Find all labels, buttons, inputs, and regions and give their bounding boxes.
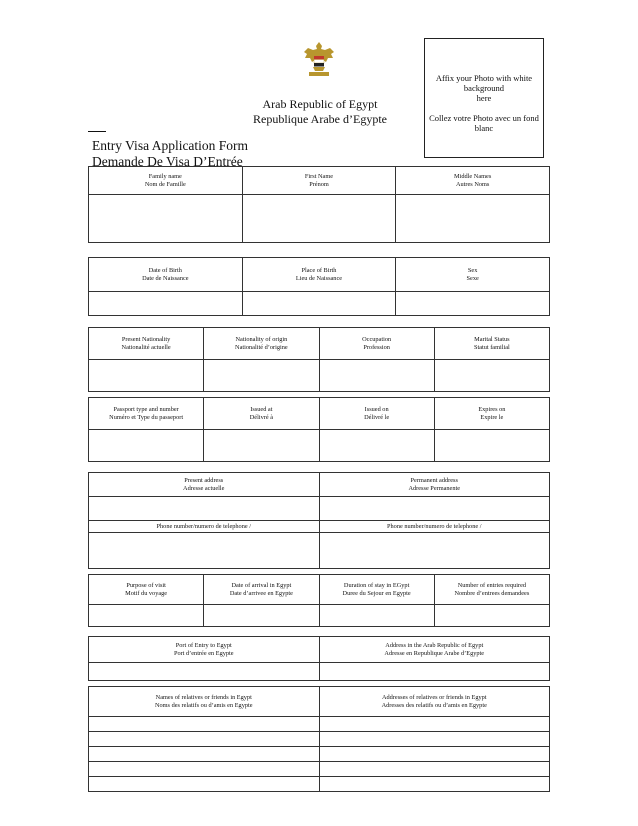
number-of-entries-label: Number of entries required Nombre d’entrees demandees [434,575,549,605]
port-table [88,636,550,681]
form-title-fr: Demande De Visa D’Entrée [92,154,243,169]
relatives-addresses-label: Addresses of relatives or friends in Egypt Adresses des relatifs ou d’amis en Egypte [319,687,550,717]
family-name-label: Family name Nom de Famille [89,167,243,195]
phone-right-label: Phone number/numero de telephone / [319,521,550,533]
phone-left-label: Phone number/numero de telephone / [89,521,320,533]
photo-instruction-fr: Collez votre Photo avec un fond blanc [429,113,539,133]
address-in-egypt-field[interactable] [319,663,550,681]
marital-status-field[interactable] [434,360,549,392]
present-nationality-label: Present Nationality Nationalité actuelle [89,328,204,360]
place-of-birth-label: Place of Birth Lieu de Naissance [242,258,396,292]
title-rule [88,131,106,132]
permanent-address-field[interactable] [319,497,550,521]
present-address-field[interactable] [89,497,320,521]
country-name-fr: Republique Arabe d’Egypte [253,112,387,126]
photo-instruction-en: Affix your Photo with white background [435,73,533,93]
relatives-names-label: Names of relatives or friends in Egypt Noms des relatifs ou d’amis en Egypte [89,687,320,717]
country-name-en: Arab Republic of Egypt [262,97,378,111]
date-of-arrival-field[interactable] [204,605,319,627]
issued-on-field[interactable] [319,430,434,462]
occupation-label: Occupation Profession [319,328,434,360]
sex-field[interactable] [396,292,550,316]
first-name-field[interactable] [242,195,396,243]
relatives-address-field[interactable] [319,762,550,777]
nationality-table [88,327,550,392]
present-address-label: Present address Adresse actuelle [89,473,320,497]
issued-at-label: Issued at Délivré à [204,398,319,430]
issued-on-label: Issued on Délivré le [319,398,434,430]
middle-names-label: Middle Names Autres Noms [396,167,550,195]
number-of-entries-field[interactable] [434,605,549,627]
birth-table [88,257,550,316]
photo-box[interactable] [424,38,544,158]
photo-instruction-here: here [476,93,492,103]
date-of-birth-label: Date of Birth Date de Naissance [89,258,243,292]
purpose-of-visit-label: Purpose of visit Motif du voyage [89,575,204,605]
port-of-entry-label: Port of Entry to Egypt Port d’entrée en Egypte [89,637,320,663]
phone-right-field[interactable] [319,533,550,569]
expires-on-field[interactable] [434,430,549,462]
relatives-table [88,686,550,792]
occupation-field[interactable] [319,360,434,392]
passport-table [88,397,550,462]
first-name-label: First Name Prénom [242,167,396,195]
port-of-entry-field[interactable] [89,663,320,681]
relatives-address-field[interactable] [319,777,550,792]
egypt-eagle-emblem [302,40,336,80]
nationality-origin-label: Nationality of origin Nationalité d’origine [204,328,319,360]
address-table [88,472,550,569]
date-of-arrival-label: Date of arrival in Egypt Date d’arrivee en Egypte [204,575,319,605]
place-of-birth-field[interactable] [242,292,396,316]
issued-at-field[interactable] [204,430,319,462]
relatives-name-field[interactable] [89,732,320,747]
visit-table [88,574,550,627]
date-of-birth-field[interactable] [89,292,243,316]
middle-names-field[interactable] [396,195,550,243]
marital-status-label: Marital Status Statut familial [434,328,549,360]
form-title-en: Entry Visa Application Form [92,138,249,153]
passport-number-label: Passport type and number Numéro et Type du passeport [89,398,204,430]
relatives-address-field[interactable] [319,732,550,747]
relatives-name-field[interactable] [89,762,320,777]
duration-of-stay-field[interactable] [319,605,434,627]
relatives-address-field[interactable] [319,747,550,762]
relatives-name-field[interactable] [89,717,320,732]
sex-label: Sex Sexe [396,258,550,292]
address-in-egypt-label: Address in the Arab Republic of Egypt Adresse en Republique Arabe d’Egypte [319,637,550,663]
permanent-address-label: Permanent address Adresse Permanente [319,473,550,497]
purpose-of-visit-field[interactable] [89,605,204,627]
passport-number-field[interactable] [89,430,204,462]
relatives-address-field[interactable] [319,717,550,732]
relatives-name-field[interactable] [89,747,320,762]
names-table [88,166,550,243]
duration-of-stay-label: Duration of stay in EGypt Duree du Sejour en Egypte [319,575,434,605]
family-name-field[interactable] [89,195,243,243]
present-nationality-field[interactable] [89,360,204,392]
expires-on-label: Expires on Expire le [434,398,549,430]
nationality-origin-field[interactable] [204,360,319,392]
relatives-name-field[interactable] [89,777,320,792]
phone-left-field[interactable] [89,533,320,569]
